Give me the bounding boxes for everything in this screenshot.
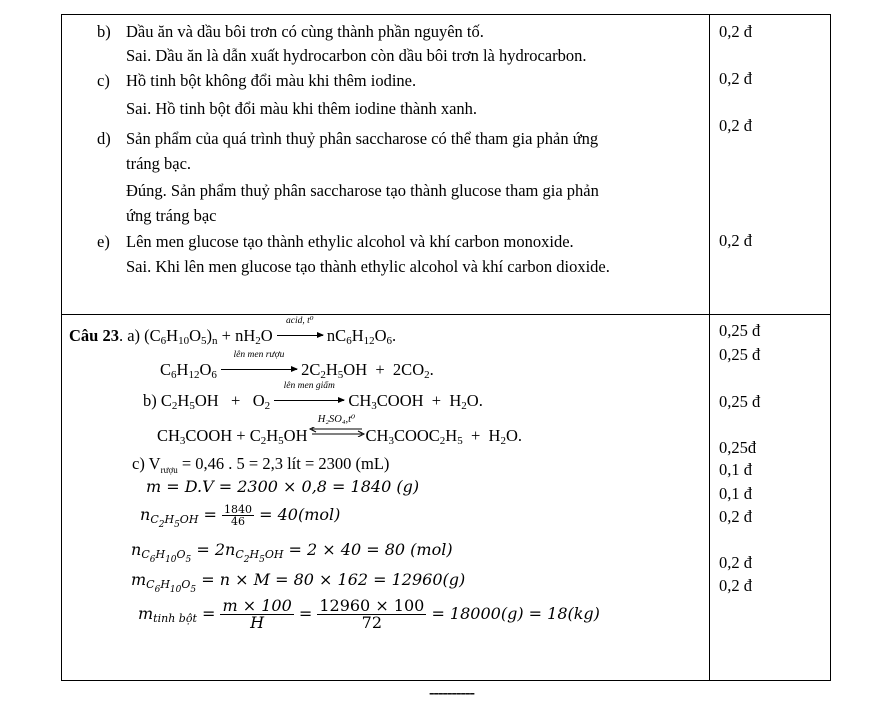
eq-c-mass-starch: $m_{C_6H_{10}O_5} = n \times M = 80 \times 162 = 12960(g)$: [131, 570, 466, 595]
part-c-label: c): [132, 454, 145, 473]
volume-value: = 0,46 . 5 = 2,3 lít = 2300 (mL): [181, 454, 390, 473]
item-c-statement: Hồ tinh bột không đổi màu khi thêm iodine.: [126, 71, 417, 90]
part-a-label: . a): [118, 326, 141, 345]
eq-c-moles-ethanol: $n_{C_2H_5OH}$ = $\frac{1840}{46}$ = 40(mol): [140, 503, 341, 530]
equilibrium-arrow: H₂SO₄,t⁰: [308, 429, 366, 441]
score-23-1: 0,25 đ: [719, 321, 761, 340]
item-c-answer: Sai. Hồ tinh bột đổi màu khi thêm iodine thành xanh.: [126, 99, 478, 118]
item-c-label: c): [97, 71, 110, 90]
item-b-statement: Dầu ăn và dầu bôi trơn có cùng thành phần nguyên tố.: [126, 22, 484, 41]
item-d-statement-2: tráng bạc.: [126, 154, 192, 173]
frac-den-72: 72: [361, 613, 383, 632]
eq-c-volume: c) $V_{rượu} = 0,46$ . 5 = 2,3 lít = 2300 (mL): [132, 454, 390, 475]
reaction-arrow-3: lên men giấm: [274, 393, 344, 410]
score-23-3: 0,25 đ: [719, 392, 761, 411]
score-23-2: 0,25 đ: [719, 345, 761, 364]
score-d: 0,2 đ: [719, 116, 752, 135]
frac-den-46: 46: [231, 515, 245, 528]
score-23-7: 0,2 đ: [719, 507, 752, 526]
score-23-9: 0,2 đ: [719, 576, 752, 595]
item-d-answer-2: ứng tráng bạc: [126, 206, 217, 225]
item-e-label: e): [97, 232, 110, 251]
item-d-answer-1: Đúng. Sản phẩm thuỷ phân saccharose tạo thành glucose tham gia phản: [126, 181, 599, 200]
item-b-label: b): [97, 22, 111, 41]
score-23-8: 0,2 đ: [719, 553, 752, 572]
reaction-arrow-2: lên men rượu: [221, 362, 297, 379]
item-d-statement-1: Sản phẩm của quá trình thuỷ phân saccharose có thể tham gia phản ứng: [126, 129, 599, 148]
item-b-answer: Sai. Dầu ăn là dẫn xuất hydrocarbon còn dầu bôi trơn là hydrocarbon.: [126, 46, 587, 65]
moles-result: = 40(mol): [259, 505, 341, 524]
frac-num-12960: 12960 × 100: [319, 596, 425, 615]
eq-a-2: $C_6H_{12}O_6$ lên men rượu $2C_2H_5OH + 2CO_2$.: [160, 350, 434, 381]
score-23-6: 0,1 đ: [719, 484, 752, 503]
score-c: 0,2 đ: [719, 69, 752, 88]
score-b: 0,2 đ: [719, 22, 752, 41]
end-dashes: ----------: [429, 683, 474, 702]
score-23-4: 0,25đ: [719, 438, 757, 457]
moles-starch-result: = 2 × 40 = 80 (mol): [288, 540, 453, 559]
frac-num-m100: m × 100: [222, 596, 292, 615]
part-b-label: b): [143, 391, 157, 410]
item-e-answer: Sai. Khi lên men glucose tạo thành ethylic alcohol và khí carbon dioxide.: [126, 257, 610, 276]
eq-a-1: Câu 23. a) $(C_6H_{10}O_5)_n + nH_2O$ acid, t⁰ $nC_6H_{12}O_6$.: [69, 316, 397, 347]
column-divider: [709, 14, 710, 681]
question-title: Câu 23: [69, 326, 119, 345]
eq-c-mass: m = D.V = 2300 × 0,8 = 1840 (g): [146, 477, 420, 496]
row-divider: [61, 314, 831, 315]
score-23-5: 0,1 đ: [719, 460, 752, 479]
reaction-arrow-1: acid, t⁰: [277, 328, 323, 345]
eq-b-1: b) $C_2H_5OH + O_2$ lên men giấm $CH_3COOH + H_2O$.: [143, 381, 483, 412]
score-e: 0,2 đ: [719, 231, 752, 250]
eq-b-2: $CH_3COOH + C_2H_5OH$ H₂SO₄,t⁰ $CH_3COOC_2H_5 + H_2O$.: [157, 414, 522, 447]
eq-c-final: $m_{tinh bột}$ = $\frac{m \times 100}{H}$ = $\frac{12960 \times 100}{72}$ = 18000(g) = 18(kg): [138, 596, 600, 632]
eq-c-moles-starch: $n_{C_6H_{10}O_5} = 2n_{C_2H_5OH} = 2 \times 40 = 80$ (mol): [131, 540, 453, 565]
mass-starch-result: = n × M = 80 × 162 = 12960(g): [201, 570, 466, 589]
double-arrow-icon: [308, 427, 366, 437]
item-d-label: d): [97, 129, 111, 148]
frac-den-h: H: [250, 613, 265, 632]
frac-num-1840: 1840: [224, 503, 252, 516]
final-result: = 18000(g) = 18(kg): [431, 604, 600, 623]
item-e-statement: Lên men glucose tạo thành ethylic alcohol và khí carbon monoxide.: [126, 232, 574, 251]
